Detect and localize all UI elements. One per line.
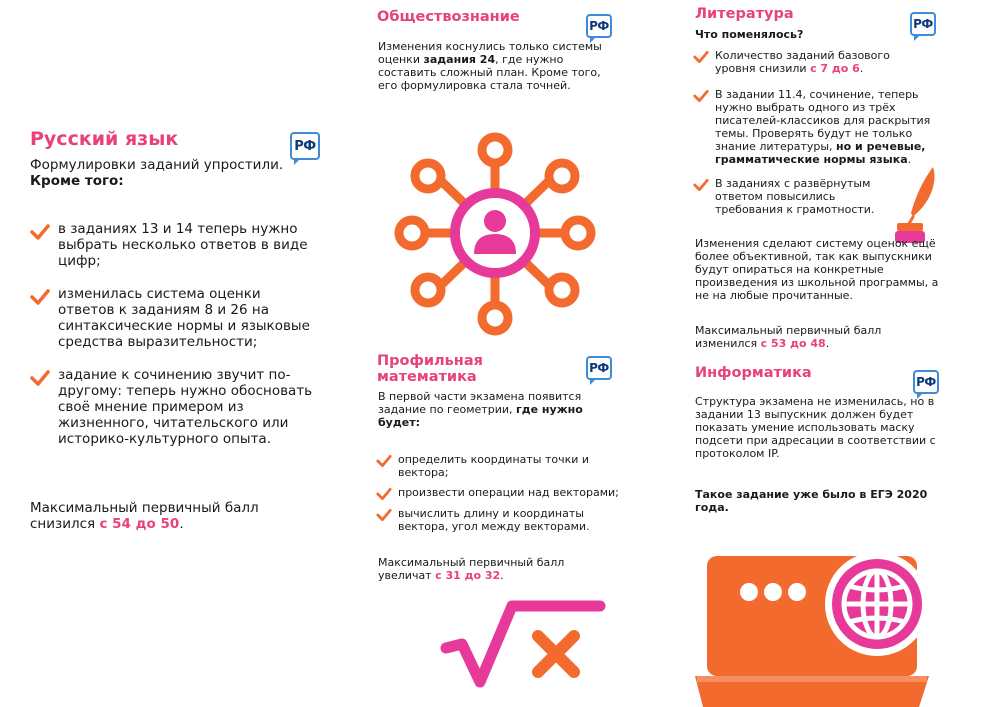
russian-item-text: изменилась система оценки ответов к заданиям 8 и 26 на синтаксические нормы и языковые средства выразительности; (58, 286, 310, 350)
network-person-icon (380, 128, 610, 338)
middle-column (340, 0, 665, 707)
math-score-change: с 31 до 32 (435, 569, 501, 582)
informatics-bold: Такое задание уже было в ЕГЭ 2020 года. (695, 488, 928, 514)
social-text-b: , где нужно составить сложный план. Кроме того, его формулировка стала точней. (378, 53, 601, 92)
informatics-text: Структура экзамена не изменилась, но в задании 13 выпускник должен будет показать умение использовать маску подсети при адресации в соответствии с протоколом IP. (695, 395, 936, 460)
math-item (376, 486, 651, 499)
literature-score (695, 324, 905, 350)
russian-section (0, 0, 340, 707)
russian-score-text: Максимальный первичный балл снизился (30, 500, 259, 532)
literature-title: Литература (695, 6, 794, 22)
literature-item-text: В задании 11.4, сочинение, теперь нужно выбрать одного из трёх писателей-классиков для раскрытия темы. Проверять будут не только знание литературы, (715, 88, 931, 153)
russian-item (30, 286, 320, 350)
math-intro-bold: где нужно будет: (378, 403, 583, 429)
russian-score (30, 500, 300, 532)
literature-item (693, 177, 893, 216)
russian-item (30, 221, 320, 269)
literature-item (693, 88, 937, 166)
right-column (665, 0, 1000, 707)
rf-logo-icon: РФ (586, 356, 612, 380)
literature-item-end: . (859, 62, 864, 75)
rf-logo-icon: РФ (913, 370, 939, 394)
russian-item (30, 367, 320, 447)
informatics-title: Информатика (695, 365, 812, 381)
literature-item-end: . (907, 153, 912, 166)
math-score (378, 556, 578, 582)
russian-score-change: с 54 до 50 (99, 516, 180, 532)
literature-item-change: с 7 до 6 (810, 62, 860, 75)
literature-subtitle: Что поменялось? (695, 28, 804, 41)
check-icon (693, 50, 709, 64)
math-item-text: определить координаты точки и вектора; (398, 453, 590, 479)
laptop-globe-icon (693, 544, 963, 707)
math-title-line2: математика (377, 368, 477, 385)
russian-score-end: . (179, 516, 184, 532)
literature-para: Изменения сделают систему оценок ещё более объективной, так как выпускники будут опираться на конкретные произведения из школьной программы, а не на любые прочитанные. (695, 237, 939, 302)
social-text (378, 40, 606, 92)
russian-intro-text: Формулировки заданий упростили. (30, 157, 284, 173)
rf-logo-icon: РФ (290, 132, 320, 160)
literature-score-end: . (825, 337, 830, 350)
check-icon (693, 178, 709, 192)
math-score-end: . (500, 569, 504, 582)
social-text-a: Изменения коснулись только системы оценки (378, 40, 602, 66)
russian-intro-bold: Кроме того: (30, 173, 124, 189)
literature-score-change: с 53 до 48 (760, 337, 826, 350)
russian-item-text: задание к сочинению звучит по-другому: теперь нужно обосновать своё мнение примером из жизненного, читательского или историко-культурного опыта. (58, 367, 313, 447)
math-item-text: произвести операции над векторами; (398, 486, 619, 499)
social-text-bold: задания 24 (423, 53, 496, 66)
check-icon (693, 89, 709, 103)
check-icon (30, 288, 50, 306)
math-title-line1: Профильная (377, 353, 483, 369)
math-intro (378, 390, 613, 429)
rf-logo-icon: РФ (586, 14, 612, 38)
check-icon (376, 508, 392, 522)
literature-item-bold: но и речевые, грамматические нормы языка (715, 140, 926, 166)
math-title (377, 354, 483, 386)
check-icon (376, 487, 392, 501)
check-icon (30, 223, 50, 241)
math-score-text: Максимальный первичный балл увеличат (378, 556, 565, 582)
literature-item-text: Количество заданий базового уровня снизили (715, 49, 890, 75)
russian-title: Русский язык (30, 128, 179, 150)
math-item-text: вычислить длину и координаты вектора, угол между векторами. (398, 507, 590, 533)
social-title: Обществознание (377, 9, 520, 25)
check-icon (376, 454, 392, 468)
russian-intro (30, 157, 320, 189)
rf-logo-icon: РФ (910, 12, 936, 36)
quill-inkwell-icon (893, 165, 943, 245)
check-icon (30, 369, 50, 387)
literature-item-text: В заданиях с развёрнутым ответом повысились требования к грамотности. (715, 177, 875, 216)
math-intro-text: В первой части экзамена появится задание по геометрии, (378, 390, 582, 416)
math-item (376, 453, 616, 479)
russian-item-text: в заданиях 13 и 14 теперь нужно выбрать несколько ответов в виде цифр; (58, 221, 308, 269)
sqrt-x-icon (440, 596, 610, 696)
math-item (376, 507, 616, 533)
literature-item (693, 49, 933, 75)
literature-score-text: Максимальный первичный балл изменился (695, 324, 882, 350)
